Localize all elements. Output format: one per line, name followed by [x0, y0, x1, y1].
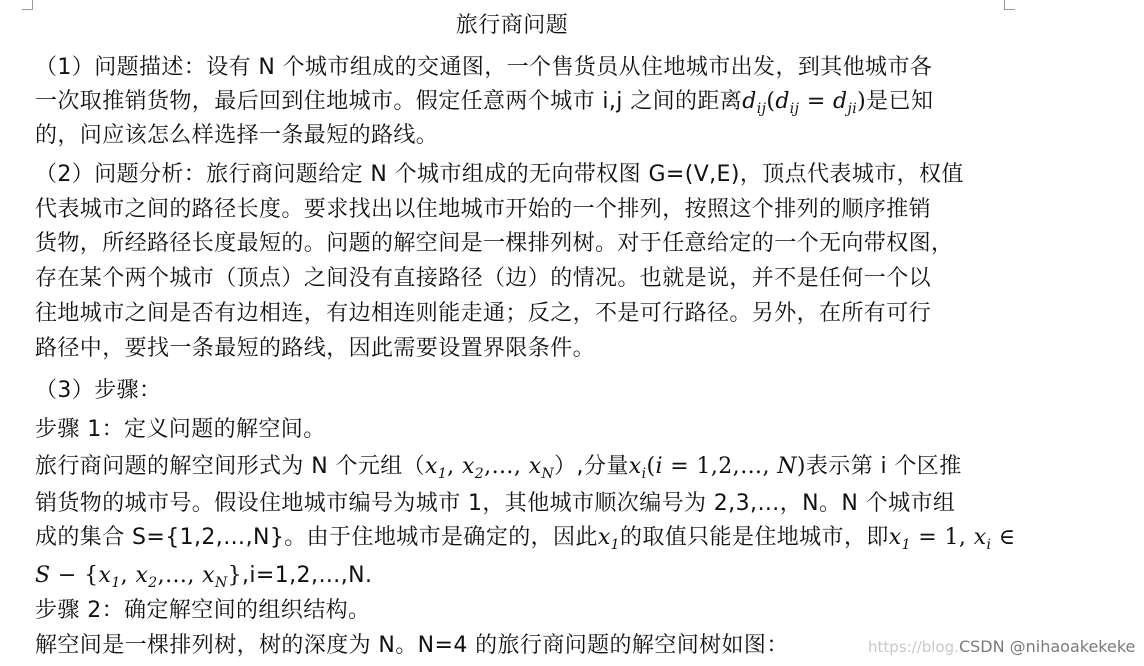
step-1-line-3: [35, 522, 1016, 554]
step-1-text: 的取值只能是住地城市，即: [619, 525, 889, 550]
component-formula: $x_i(i$ = 1,2,…, N): [628, 454, 806, 482]
step-1-line-4: [35, 560, 372, 592]
page-corner-mark-left: [22, 0, 33, 10]
step-2-heading: 步骤 2：确定解空间的组织结构。: [35, 598, 371, 623]
p2-line-1: [35, 159, 964, 191]
step-1-text: ,i=1,2,…,N.: [242, 563, 373, 588]
step-1-text: 成的集合 S={1,2,…,N}。由于住地城市是确定的，因此: [35, 525, 598, 550]
p1-label: （1）问题描述：: [35, 55, 207, 80]
p3-heading: （3）步骤：: [35, 378, 162, 403]
step-1-text: 旅行商问题的解空间形式为 N 个元组（: [35, 454, 426, 479]
page-corner-mark-right: [1004, 0, 1015, 10]
p2-text: 旅行商问题给定 N 个城市组成的无向带权图 G=(V,E)，顶点代表城市，权值: [206, 162, 964, 187]
p2-line-6: 路径中，要找一条最短的路线，因此需要设置界限条件。: [35, 336, 596, 361]
watermark-csdn: CSDN @nihaoakekeke: [958, 637, 1136, 656]
p1-line-1: [35, 52, 932, 84]
document-title: 旅行商问题: [455, 13, 569, 38]
p2-line-2: 代表城市之间的路径长度。要求找出以住地城市开始的一个排列，按照这个排列的顺序推销: [35, 197, 932, 222]
step-1-text: 表示第 i 个区推: [805, 454, 962, 479]
p2-line-4: 存在某个两个城市（顶点）之间没有直接路径（边）的情况。也就是说，并不是任何一个以: [35, 266, 932, 291]
p1-text: 是已知: [866, 89, 934, 114]
p1-text: 设有 N 个城市组成的交通图，一个售货员从住地城市出发，到其他城市各: [206, 55, 933, 80]
p2-line-5: 往地城市之间是否有边相连，有边相连则能走通；反之，不是可行路径。另外，在所有可行: [35, 301, 932, 326]
step-1-line-1: [35, 451, 962, 483]
p2-line-3: 货物，所经路径长度最短的。问题的解空间是一棵排列树。对于任意给定的一个无向带权图，: [35, 231, 954, 256]
step-1-text: ）,分量: [554, 454, 629, 479]
watermark-blog: https://blog.: [868, 638, 959, 656]
step-2-line-1: 解空间是一棵排列树，树的深度为 N。N=4 的旅行商问题的解空间树如图：: [35, 633, 789, 658]
set-difference-formula: $S - \{x_1$, $x_2,\dots$, $x_N$}: [35, 563, 243, 591]
tuple-formula: $x_1$, $x_2,\dots$, $x_N$: [425, 454, 555, 482]
distance-formula: $d_{ij}(d_{ij} = d_{ji})$: [742, 89, 867, 117]
p1-line-3: 的，问应该怎么样选择一条最短的路线。: [35, 123, 439, 148]
watermark: [868, 636, 1135, 658]
step-1-heading: 步骤 1：定义问题的解空间。: [35, 417, 326, 442]
x1-symbol: $x_1$: [597, 525, 620, 553]
x1-equals-formula: $x_1 = 1$, $x_i$ ∈: [888, 525, 1016, 553]
p1-text: 一次取推销货物，最后回到住地城市。假定任意两个城市 i,j 之间的距离: [35, 89, 743, 114]
p1-line-2: [35, 86, 933, 118]
step-1-line-2: 销货物的城市号。假设住地城市编号为城市 1，其他城市顺次编号为 2,3,…，N。N 个城市组: [35, 491, 956, 516]
p2-label: （2）问题分析：: [35, 162, 207, 187]
